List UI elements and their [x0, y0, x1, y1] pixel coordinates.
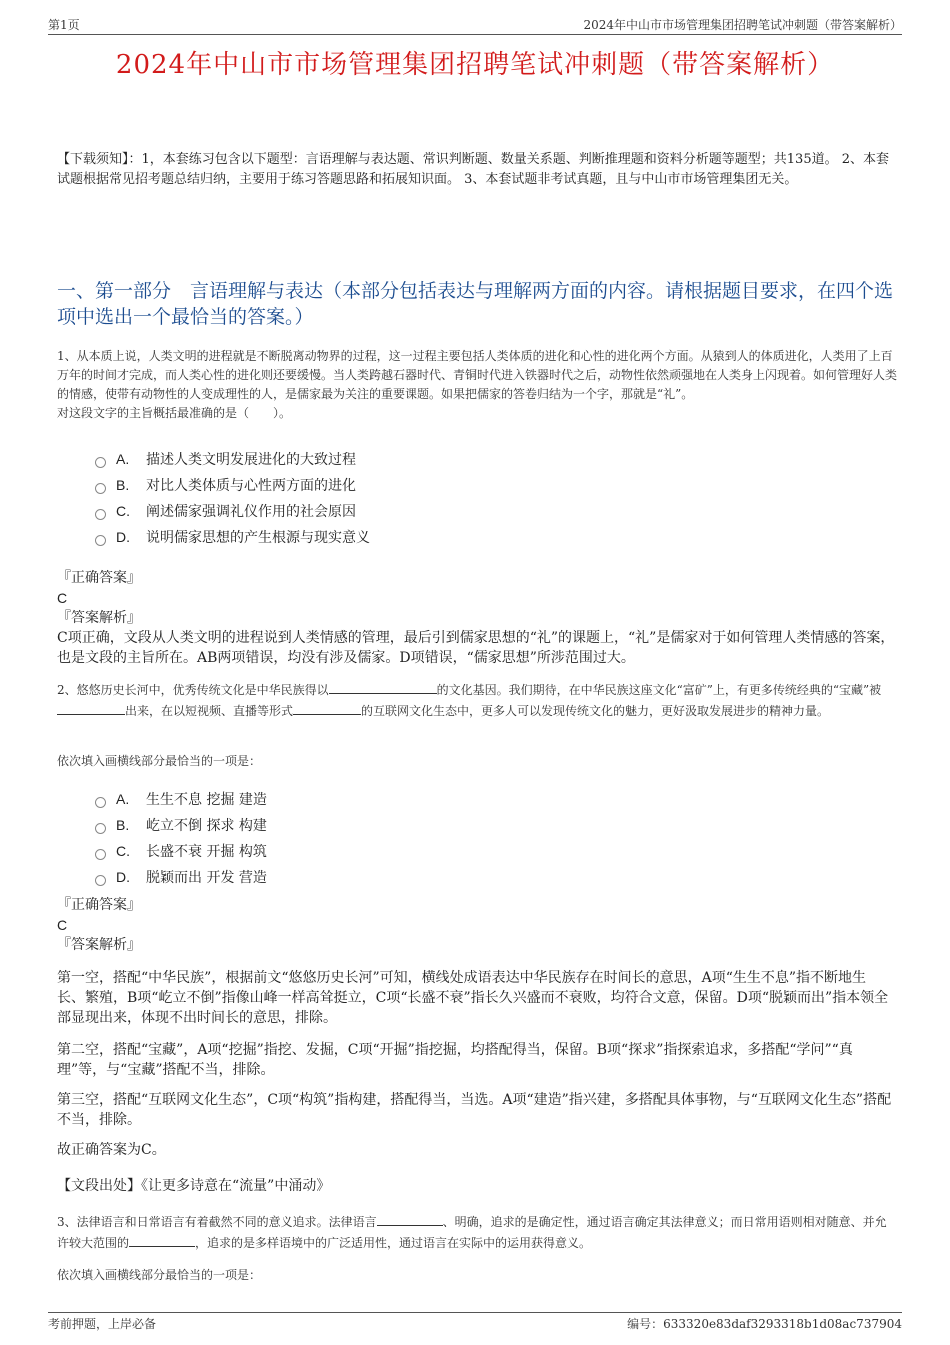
q2-option-b[interactable]	[95, 812, 267, 838]
analysis-label: 『答案解析』	[57, 610, 141, 626]
q1-option-b[interactable]	[95, 472, 370, 498]
radio-icon[interactable]	[95, 823, 106, 834]
q1-option-d[interactable]	[95, 524, 370, 550]
option-letter: C.	[116, 503, 130, 519]
blank-1	[329, 680, 437, 694]
option-letter: A.	[116, 451, 130, 467]
option-text: 长盛不衰 开掘 构筑	[146, 844, 267, 860]
option-text: 描述人类文明发展进化的大致过程	[146, 452, 356, 468]
q2-stem-part-3: 出来，在以短视频、直播等形式	[125, 704, 294, 718]
q2-stem-part-2: 的文化基因。我们期待，在中华民族这座文化“富矿”上，有更多传统经典的“宝藏”被	[436, 683, 882, 697]
option-letter: C.	[116, 843, 130, 859]
blank-2	[57, 701, 125, 715]
option-text: 阐述儒家强调礼仪作用的社会原因	[146, 504, 356, 520]
header-doc-title: 2024年中山市市场管理集团招聘笔试冲刺题（带答案解析）	[583, 17, 902, 32]
question-2-prompt: 依次填入画横线部分最恰当的一项是：	[57, 754, 262, 768]
radio-icon[interactable]	[95, 509, 106, 520]
radio-icon[interactable]	[95, 535, 106, 546]
option-letter: B.	[116, 817, 130, 833]
option-letter: B.	[116, 477, 130, 493]
radio-icon[interactable]	[95, 797, 106, 808]
q2-analysis-paragraph-2: 第二空，搭配“宝藏”，A项“挖掘”指挖、发掘，C项“开掘”指挖掘，均搭配得当，保留。B项“探求”指探索追求，多搭配“学问”“真理”等，与“宝藏”搭配不当，排除。	[57, 1042, 853, 1078]
option-text: 对比人类体质与心性两方面的进化	[146, 478, 356, 494]
q2-stem-part-1: 2、悠悠历史长河中，优秀传统文化是中华民族得以	[57, 683, 329, 697]
q2-option-c[interactable]	[95, 838, 267, 864]
download-notice: 【下载须知】：1，本套练习包含以下题型：言语理解与表达题、常识判断题、数量关系题、判断推理题和资料分析题等题型；共135道。 2、本套试题根据常见招考题总结归纳，主要用于练习答题思路和拓展知识面。 3、本套试题非考试真题，且与中山市市场管理集团无关。	[57, 152, 889, 187]
answer-label: 『正确答案』	[57, 897, 141, 913]
question-1-stem	[57, 347, 897, 423]
option-text: 脱颖而出 开发 营造	[146, 870, 267, 886]
analysis-text: C项正确，文段从人类文明的进程说到人类情感的管理，最后引到儒家思想的“礼”的课题上，“礼”是儒家对于如何管理人类情感的答案，也是文段的主旨所在。AB两项错误，均没有涉及儒家。D项错误，“儒家思想”所涉范围过大。	[57, 630, 895, 666]
page-header	[48, 14, 902, 35]
answer-label: 『正确答案』	[57, 570, 141, 586]
q1-option-a[interactable]	[95, 446, 370, 472]
question-3-stem	[57, 1212, 897, 1254]
section-title: 一、第一部分 言语理解与表达（本部分包括表达与理解两方面的内容。请根据题目要求，在四个选项中选出一个最恰当的答案。）	[57, 280, 894, 328]
option-letter: A.	[116, 791, 130, 807]
question-2-answer	[57, 895, 897, 955]
q3-stem-part-1: 3、法律语言和日常语言有着截然不同的意义追求。法律语言	[57, 1215, 377, 1229]
q2-stem-part-4: 的互联网文化生态中，更多人可以发现传统文化的魅力，更好汲取发展进步的精神力量。	[361, 704, 830, 718]
question-2-stem	[57, 680, 897, 722]
radio-icon[interactable]	[95, 483, 106, 494]
q2-option-a[interactable]	[95, 786, 267, 812]
option-letter: D.	[116, 869, 130, 885]
answer-value: C	[57, 590, 68, 606]
question-1-options	[95, 446, 370, 550]
question-3-prompt: 依次填入画横线部分最恰当的一项是：	[57, 1268, 262, 1282]
page-footer	[48, 1312, 902, 1333]
q1-option-c[interactable]	[95, 498, 370, 524]
footer-slogan: 考前押题，上岸必备	[48, 1316, 157, 1331]
question-2-options	[95, 786, 267, 890]
option-letter: D.	[116, 529, 130, 545]
question-1-answer	[57, 568, 897, 668]
q3-stem-part-2: 、明确，追求的是确定性，通过语言确定其法律意义；而日常用语则相对随意、并允许较大范围的	[57, 1215, 887, 1250]
option-text: 说明儒家思想的产生根源与现实意义	[146, 530, 370, 546]
question-1-text: 1、从本质上说，人类文明的进程就是不断脱离动物界的过程，这一过程主要包括人类体质的进化和心性的进化两个方面。从猿到人的体质进化，人类用了上百万年的时间才完成，而人类心性的进化则还要缓慢。当人类跨越石器时代、青铜时代进入铁器时代之后，动物性依然顽强地在人类身上闪现着。如何管理好人类的情感，使带有动物性的人变成理性的人，是儒家最为关注的重要课题。如果把儒家的答卷归结为一个字，那就是“礼”。	[57, 349, 898, 401]
radio-icon[interactable]	[95, 849, 106, 860]
answer-value: C	[57, 917, 68, 933]
document-title: 2024年中山市市场管理集团招聘笔试冲刺题（带答案解析）	[115, 50, 835, 80]
q2-source: 【文段出处】《让更多诗意在“流量”中涌动》	[57, 1178, 331, 1194]
blank-3	[293, 701, 361, 715]
blank-2	[129, 1233, 195, 1247]
q2-analysis-paragraph-3: 第三空，搭配“互联网文化生态”，C项“构筑”指构建，搭配得当，当选。A项“建造”指兴建，多搭配具体事物，与“互联网文化生态”搭配不当，排除。	[57, 1092, 892, 1128]
radio-icon[interactable]	[95, 875, 106, 886]
option-text: 生生不息 挖掘 建造	[146, 792, 267, 808]
radio-icon[interactable]	[95, 457, 106, 468]
footer-doc-id: 编号：633320e83daf3293318b1d08ac737904	[627, 1316, 902, 1331]
q2-option-d[interactable]	[95, 864, 267, 890]
q2-analysis-paragraph-4: 故正确答案为C。	[57, 1142, 166, 1158]
option-text: 屹立不倒 探求 构建	[146, 818, 267, 834]
q3-stem-part-3: ，追求的是多样语境中的广泛适用性，通过语言在实际中的运用获得意义。	[195, 1236, 592, 1250]
page-number: 第1页	[48, 17, 80, 32]
analysis-label: 『答案解析』	[57, 937, 141, 953]
question-1-prompt: 对这段文字的主旨概括最准确的是（ ）。	[57, 406, 292, 420]
q2-analysis-paragraph-1: 第一空，搭配“中华民族”，根据前文“悠悠历史长河”可知，横线处成语表达中华民族存在时间长的意思，A项“生生不息”指不断地生长、繁殖，B项“屹立不倒”指像山峰一样高耸挺立，C项“长盛不衰”指长久兴盛而不衰败，均符合文意，保留。D项“脱颖而出”指本领全部显现出来，体现不出时间长的意思，排除。	[57, 970, 889, 1026]
blank-1	[377, 1212, 443, 1226]
